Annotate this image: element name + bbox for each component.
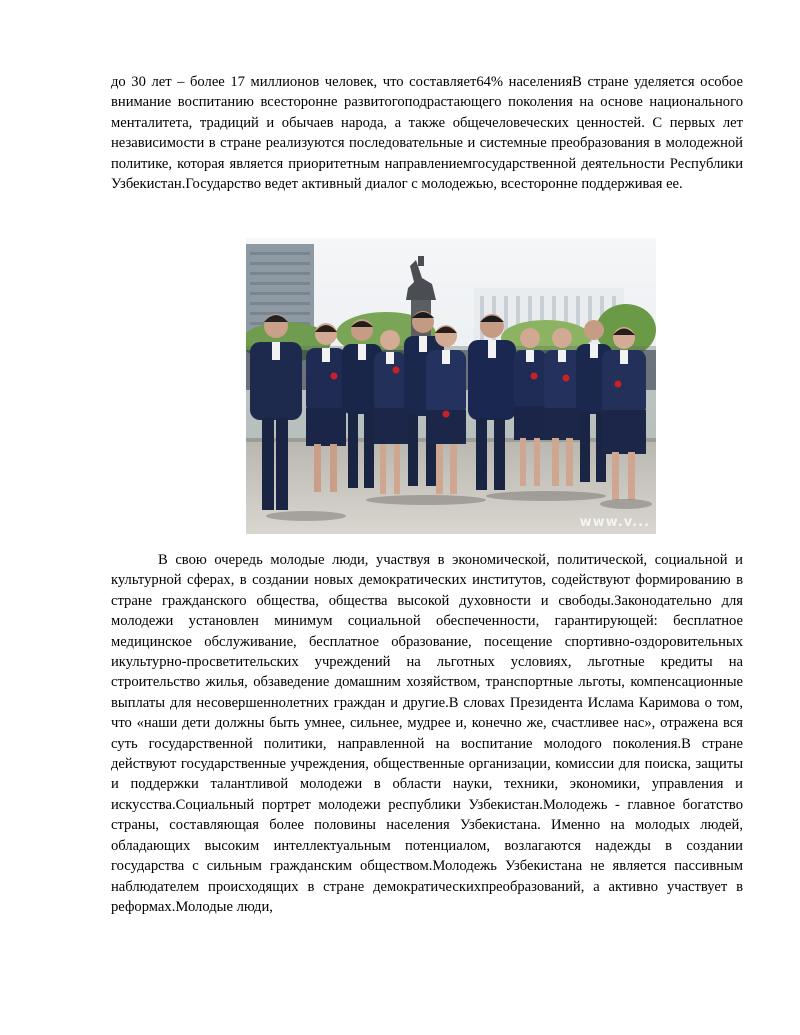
photo-watermark: www.v... xyxy=(579,515,650,530)
paragraph-1: до 30 лет – более 17 миллионов человек, что составляет64% населенияВ стране уделяется особое внимание воспитанию всесторонне развитогоподрастающего поколения на основе национального менталитета, традиций и обычаев народа, а также общечеловеческих ценностей. С первых лет независимости в стране реализуются последовательные и системные преобразования в молодежной политике, которая является приоритетным направлениемгосударственной деятельности Республики Узбекистан.Государство ведет активный диалог с молодежью, всесторонне поддерживая ее. xyxy=(111,74,743,193)
paragraph-2: В свою очередь молодые люди, участвуя в экономической, политической, социальной и культурной сферах, в создании новых демократических институтов, содействуют формированию в стране гражданского общества, общества высокой духовности и свободы.Законодательно для молодежи установлен минимум социальной обеспеченности, гарантирующей: бесплатное медицинское обслуживание, бесплатное образование, посещение спортивно-оздоровительных икультурно-просветительских учреждений на льготных условиях, льготные кредиты на строительство жилья, обзаведение домашним хозяйством, транспортные льготы, компенсационные выплаты для несовершеннолетних граждан и другие.В словах Президента Ислама Каримова о том, что «наши дети должны быть умнее, сильнее, мудрее и, конечно же, счастливее нас», отражена вся суть государственной политики, направленной на воспитание молодого поколения.В стране действуют государственные учреждения, общественные организации, комиссии для поиска, защиты и поддержки талантливой молодежи в области науки, техники, экономики, управления и искусства.Социальный портрет молодежи республики Узбекистан.Молодежь - главное богатство страны, составляющая более половины населения Узбекистана. Именно на молодых людей, обладающих высоким интеллектуальным потенциалом, возлагаются надежды в создании государства с сильным гражданским обществом.Молодежь Узбекистана не является пассивным наблюдателем происходящих в стране демократическихпреобразований, а активно участвует в реформах.Молодые люди, xyxy=(111,552,743,915)
photo-illustration xyxy=(246,238,656,534)
group-photo xyxy=(246,238,656,534)
